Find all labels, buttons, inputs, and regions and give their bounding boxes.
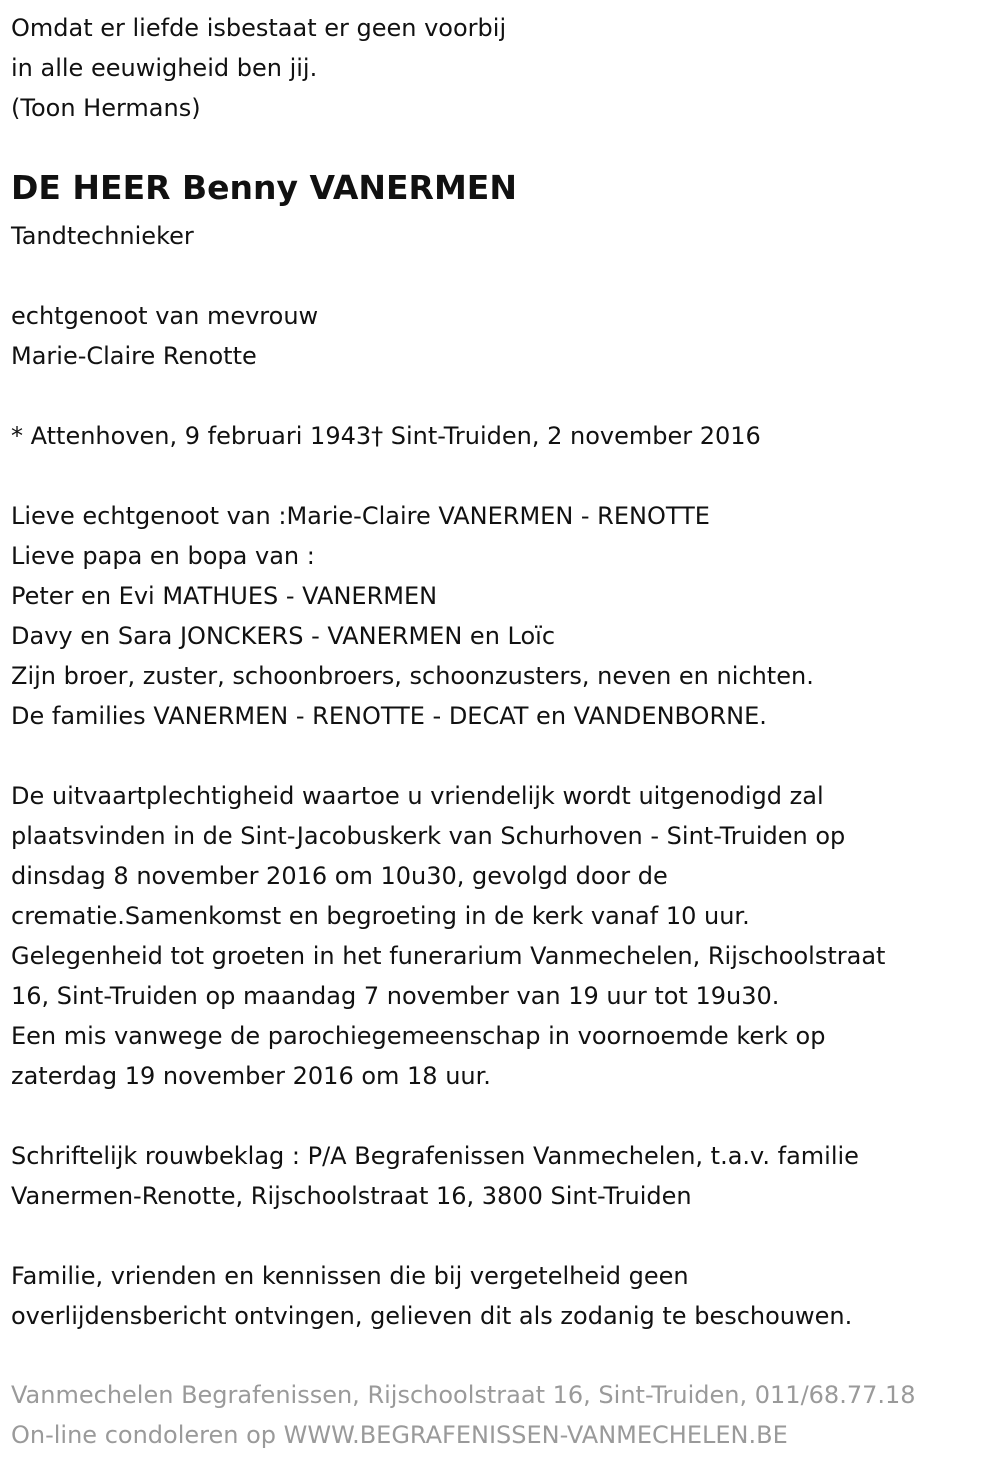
family-line: Zijn broer, zuster, schoonbroers, schoonzusters, neven en nichten. (11, 662, 814, 690)
spouse-section (11, 296, 1000, 376)
ceremony-line: De uitvaartplechtigheid waartoe u vriendelijk wordt uitgenodigd zal (11, 782, 824, 810)
footer (11, 1375, 1000, 1455)
spouse-line: echtgenoot van mevrouw (11, 302, 319, 330)
notice-section (11, 1256, 1000, 1336)
quote (11, 8, 1000, 128)
quote-line: Omdat er liefde isbestaat er geen voorbij (11, 14, 507, 42)
notice-line: Familie, vrienden en kennissen die bij vergetelheid geen (11, 1262, 689, 1290)
ceremony-line: crematie.Samenkomst en begroeting in de kerk vanaf 10 uur. (11, 902, 750, 930)
condolence-section (11, 1136, 1000, 1216)
ceremony-section (11, 776, 1000, 1096)
birth-death-dates: * Attenhoven, 9 februari 1943† Sint-Truiden, 2 november 2016 (11, 422, 761, 450)
notice-line: overlijdensbericht ontvingen, gelieven dit als zodanig te beschouwen. (11, 1302, 853, 1330)
deceased-name: DE HEER Benny VANERMEN (11, 168, 517, 207)
condolence-website: On-line condoleren op WWW.BEGRAFENISSEN-VANMECHELEN.BE (11, 1421, 788, 1449)
spouse-name: Marie-Claire Renotte (11, 342, 257, 370)
ceremony-line: dinsdag 8 november 2016 om 10u30, gevolgd door de (11, 862, 668, 890)
funeral-home-info: Vanmechelen Begrafenissen, Rijschoolstraat 16, Sint-Truiden, 011/68.77.18 (11, 1381, 916, 1409)
ceremony-line: Gelegenheid tot groeten in het funerarium Vanmechelen, Rijschoolstraat (11, 942, 886, 970)
quote-author: (Toon Hermans) (11, 94, 201, 122)
quote-line: in alle eeuwigheid ben jij. (11, 54, 318, 82)
family-line: Davy en Sara JONCKERS - VANERMEN en Loïc (11, 622, 556, 650)
family-line: De families VANERMEN - RENOTTE - DECAT en VANDENBORNE. (11, 702, 767, 730)
ceremony-line: Een mis vanwege de parochiegemeenschap in voornoemde kerk op (11, 1022, 826, 1050)
family-line: Lieve echtgenoot van :Marie-Claire VANERMEN - RENOTTE (11, 502, 710, 530)
dates-section (11, 416, 1000, 456)
ceremony-line: 16, Sint-Truiden op maandag 7 november van 19 uur tot 19u30. (11, 982, 780, 1010)
family-line: Lieve papa en bopa van : (11, 542, 315, 570)
ceremony-line: plaatsvinden in de Sint-Jacobuskerk van Schurhoven - Sint-Truiden op (11, 822, 846, 850)
profession: Tandtechnieker (11, 222, 194, 250)
condolence-line: Vanermen-Renotte, Rijschoolstraat 16, 3800 Sint-Truiden (11, 1182, 692, 1210)
ceremony-line: zaterdag 19 november 2016 om 18 uur. (11, 1062, 491, 1090)
family-line: Peter en Evi MATHUES - VANERMEN (11, 582, 438, 610)
family-section (11, 496, 1000, 736)
condolence-line: Schriftelijk rouwbeklag : P/A Begrafenissen Vanmechelen, t.a.v. familie (11, 1142, 859, 1170)
